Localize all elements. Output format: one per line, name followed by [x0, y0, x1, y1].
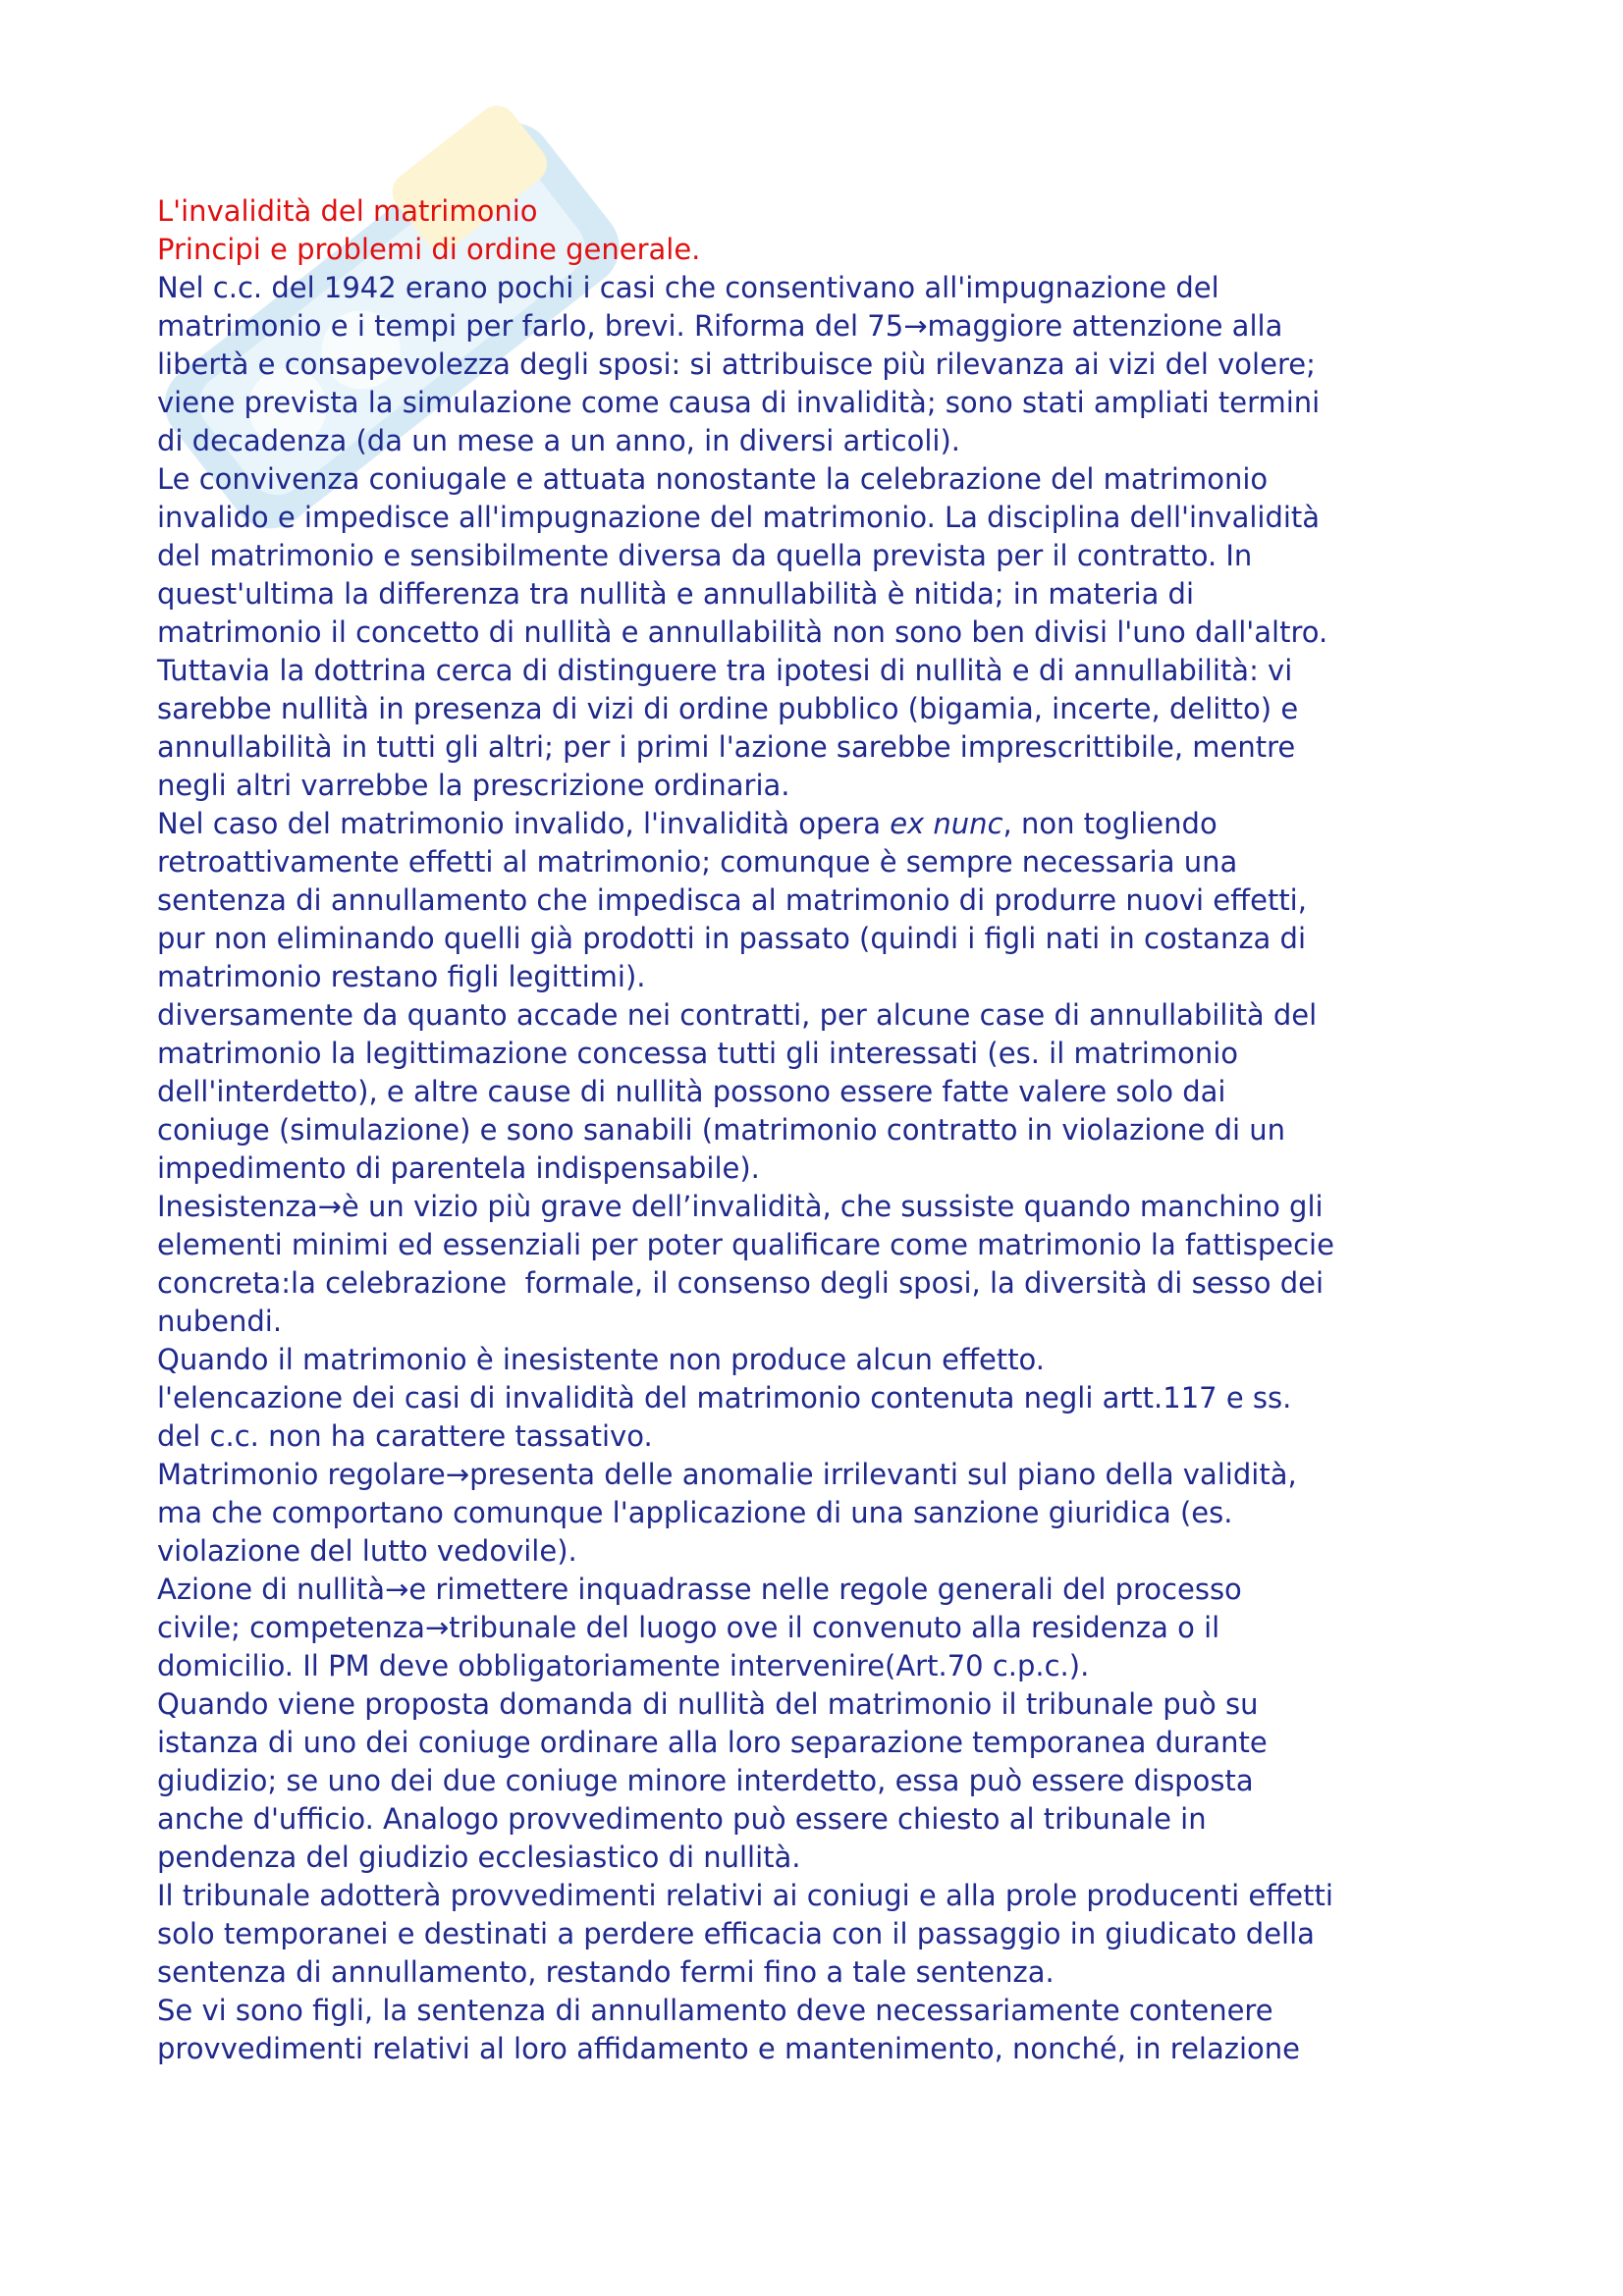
text-line: Inesistenza→è un vizio più grave dell’invalidità, che sussiste quando manchino gli — [157, 1190, 1324, 1223]
text-line: annullabilità in tutti gli altri; per i primi l'azione sarebbe imprescrittibile, mentre — [157, 730, 1296, 764]
text-line: civile; competenza→tribunale del luogo ove il convenuto alla residenza o il — [157, 1611, 1220, 1644]
document-subtitle: Principi e problemi di ordine generale. — [157, 233, 701, 266]
text-line: pendenza del giudizio ecclesiastico di nullità. — [157, 1841, 801, 1874]
text-line: Quando viene proposta domanda di nullità del matrimonio il tribunale può su — [157, 1687, 1259, 1721]
text-line: del c.c. non ha carattere tassativo. — [157, 1419, 653, 1453]
document-title: L'invalidità del matrimonio — [157, 194, 538, 228]
text-line: del matrimonio e sensibilmente diversa da quella prevista per il contratto. In — [157, 539, 1253, 572]
text-line: Se vi sono figli, la sentenza di annullamento deve necessariamente contenere — [157, 1994, 1273, 2027]
text-line: Azione di nullità→e rimettere inquadrasse nelle regole generali del processo — [157, 1573, 1242, 1606]
text-line: Nel c.c. del 1942 erano pochi i casi che consentivano all'impugnazione del — [157, 271, 1219, 304]
text-line: sentenza di annullamento che impedisca al matrimonio di produrre nuovi effetti, — [157, 883, 1307, 917]
document-body — [157, 192, 1492, 2068]
text-line: concreta:la celebrazione formale, il consenso degli sposi, la diversità di sesso dei — [157, 1266, 1325, 1300]
text-line: violazione del lutto vedovile). — [157, 1534, 577, 1568]
italic-term: ex nunc — [890, 807, 1003, 840]
text-line: Matrimonio regolare→presenta delle anomalie irrilevanti sul piano della validità, — [157, 1458, 1297, 1491]
text-line: l'elencazione dei casi di invalidità del matrimonio contenuta negli artt.117 e ss. — [157, 1381, 1292, 1415]
text-line: istanza di uno dei coniuge ordinare alla loro separazione temporanea durante — [157, 1726, 1268, 1759]
text-line: nubendi. — [157, 1305, 283, 1338]
text-line — [157, 805, 1492, 843]
text-line: invalido e impedisce all'impugnazione del matrimonio. La disciplina dell'invalidità — [157, 501, 1321, 534]
text-line: dell'interdetto), e altre cause di nullità possono essere fatte valere solo dai — [157, 1075, 1226, 1108]
text-line: matrimonio restano figli legittimi). — [157, 960, 646, 993]
text-line: matrimonio la legittimazione concessa tutti gli interessati (es. il matrimonio — [157, 1037, 1239, 1070]
text-segment: , non togliendo — [1002, 807, 1217, 840]
text-line: ma che comportano comunque l'applicazione di una sanzione giuridica (es. — [157, 1496, 1233, 1529]
text-line: anche d'ufficio. Analogo provvedimento può essere chiesto al tribunale in — [157, 1802, 1207, 1836]
text-line: solo temporanei e destinati a perdere efficacia con il passaggio in giudicato della — [157, 1917, 1315, 1950]
text-line: matrimonio e i tempi per farlo, brevi. Riforma del 75→maggiore attenzione alla — [157, 309, 1283, 343]
text-segment: Nel caso del matrimonio invalido, l'invalidità opera — [157, 807, 891, 840]
text-line: giudizio; se uno dei due coniuge minore interdetto, essa può essere disposta — [157, 1764, 1254, 1797]
text-line: provvedimenti relativi al loro affidamento e mantenimento, nonché, in relazione — [157, 2032, 1300, 2065]
text-line: domicilio. Il PM deve obbligatoriamente intervenire(Art.70 c.p.c.). — [157, 1649, 1090, 1682]
text-line: coniuge (simulazione) e sono sanabili (matrimonio contratto in violazione di un — [157, 1113, 1286, 1147]
text-line: viene prevista la simulazione come causa di invalidità; sono stati ampliati termini — [157, 386, 1321, 419]
text-line: diversamente da quanto accade nei contratti, per alcune case di annullabilità del — [157, 998, 1318, 1032]
text-line: Quando il matrimonio è inesistente non produce alcun effetto. — [157, 1343, 1046, 1376]
text-line: impedimento di parentela indispensabile). — [157, 1151, 760, 1185]
text-line: libertà e consapevolezza degli sposi: si attribuisce più rilevanza ai vizi del volere; — [157, 347, 1316, 381]
text-line: elementi minimi ed essenziali per poter qualificare come matrimonio la fattispecie — [157, 1228, 1334, 1261]
text-line: negli altri varrebbe la prescrizione ordinaria. — [157, 769, 790, 802]
text-line: Le convivenza coniugale e attuata nonostante la celebrazione del matrimonio — [157, 462, 1269, 496]
text-line: sentenza di annullamento, restando fermi fino a tale sentenza. — [157, 1955, 1055, 1989]
text-line: retroattivamente effetti al matrimonio; comunque è sempre necessaria una — [157, 845, 1238, 879]
text-line: matrimonio il concetto di nullità e annullabilità non sono ben divisi l'uno dall'altro. — [157, 615, 1328, 649]
text-line: Il tribunale adotterà provvedimenti relativi ai coniugi e alla prole producenti effetti — [157, 1879, 1333, 1912]
text-line: Tuttavia la dottrina cerca di distinguere tra ipotesi di nullità e di annullabilità: vi — [157, 654, 1293, 687]
text-line: pur non eliminando quelli già prodotti in passato (quindi i figli nati in costanza di — [157, 922, 1306, 955]
text-line: quest'ultima la differenza tra nullità e annullabilità è nitida; in materia di — [157, 577, 1195, 611]
text-line: di decadenza (da un mese a un anno, in diversi articoli). — [157, 424, 961, 457]
text-line: sarebbe nullità in presenza di vizi di ordine pubblico (bigamia, incerte, delitto) e — [157, 692, 1299, 725]
